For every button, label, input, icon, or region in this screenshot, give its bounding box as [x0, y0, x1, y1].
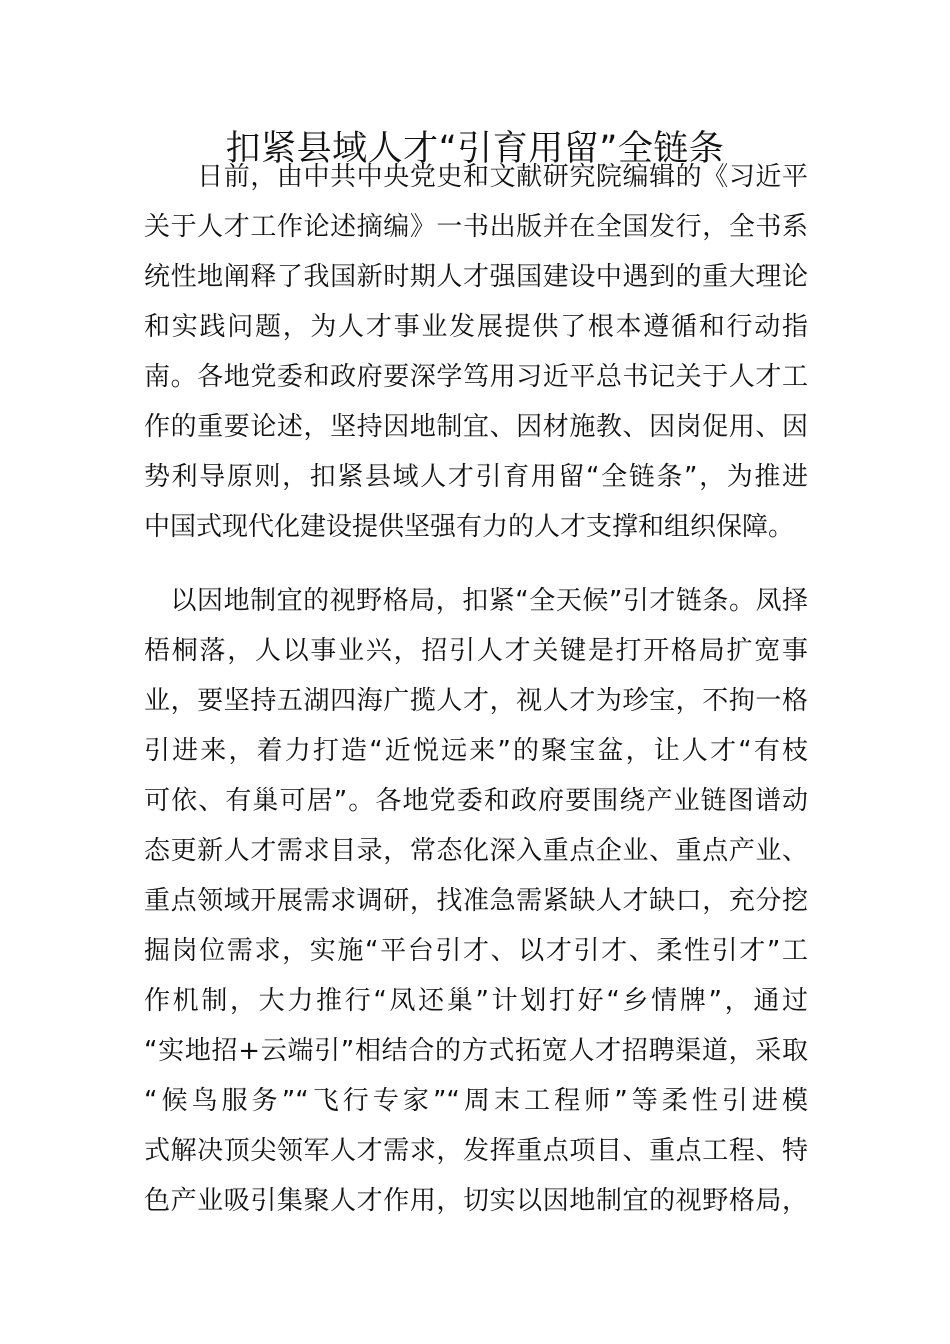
text-line: “实地招+云端引”相结合的方式拓宽人才招聘渠道，采取 — [144, 1036, 808, 1066]
text-line: 中国式现代化建设提供坚强有力的人才支撑和组织保障。 — [144, 512, 795, 542]
text-line: 势利导原则，扣紧县域人才引育用留“全链条”，为推进 — [144, 462, 808, 492]
text-line: 可依、有巢可居”。各地党委和政府要围绕产业链图谱动 — [144, 786, 808, 816]
text-line: 业，要坚持五湖四海广揽人才，视人才为珍宝，不拘一格 — [144, 686, 808, 716]
text-line: 色产业吸引集聚人才作用，切实以因地制宜的视野格局， — [144, 1186, 808, 1216]
text-line: 日前，由中共中央党史和文献研究院编辑的《习近平 — [144, 162, 808, 192]
text-line: 引进来，着力打造“近悦远来”的聚宝盆，让人才“有枝 — [144, 736, 808, 766]
text-line: 关于人才工作论述摘编》一书出版并在全国发行，全书系 — [144, 212, 808, 242]
text-line: 南。各地党委和政府要深学笃用习近平总书记关于人才工 — [144, 362, 808, 392]
text-line: 统性地阐释了我国新时期人才强国建设中遇到的重大理论 — [144, 262, 808, 292]
text-line: 掘岗位需求，实施“平台引才、以才引才、柔性引才”工 — [144, 936, 808, 966]
text-line: “候鸟服务”“飞行专家”“周末工程师”等柔性引进模 — [144, 1086, 808, 1116]
text-line: 和实践问题，为人才事业发展提供了根本遵循和行动指 — [144, 312, 808, 342]
document-title: 扣紧县域人才“引育用留”全链条 — [225, 129, 725, 169]
paragraph-recruitment — [144, 576, 808, 1226]
text-line: 重点领域开展需求调研，找准急需紧缺人才缺口，充分挖 — [144, 886, 808, 916]
text-line: 式解决顶尖领军人才需求，发挥重点项目、重点工程、特 — [144, 1136, 808, 1166]
text-line: 梧桐落，人以事业兴，招引人才关键是打开格局扩宽事 — [144, 636, 808, 666]
paragraph-intro — [144, 152, 808, 552]
text-line: 作的重要论述，坚持因地制宜、因材施教、因岗促用、因 — [144, 412, 808, 442]
text-line: 作机制，大力推行“凤还巢”计划打好“乡情牌”，通过 — [144, 986, 808, 1016]
text-line: 以因地制宜的视野格局，扣紧“全天候”引才链条。凤择 — [144, 586, 808, 616]
text-line: 态更新人才需求目录，常态化深入重点企业、重点产业、 — [144, 836, 808, 866]
